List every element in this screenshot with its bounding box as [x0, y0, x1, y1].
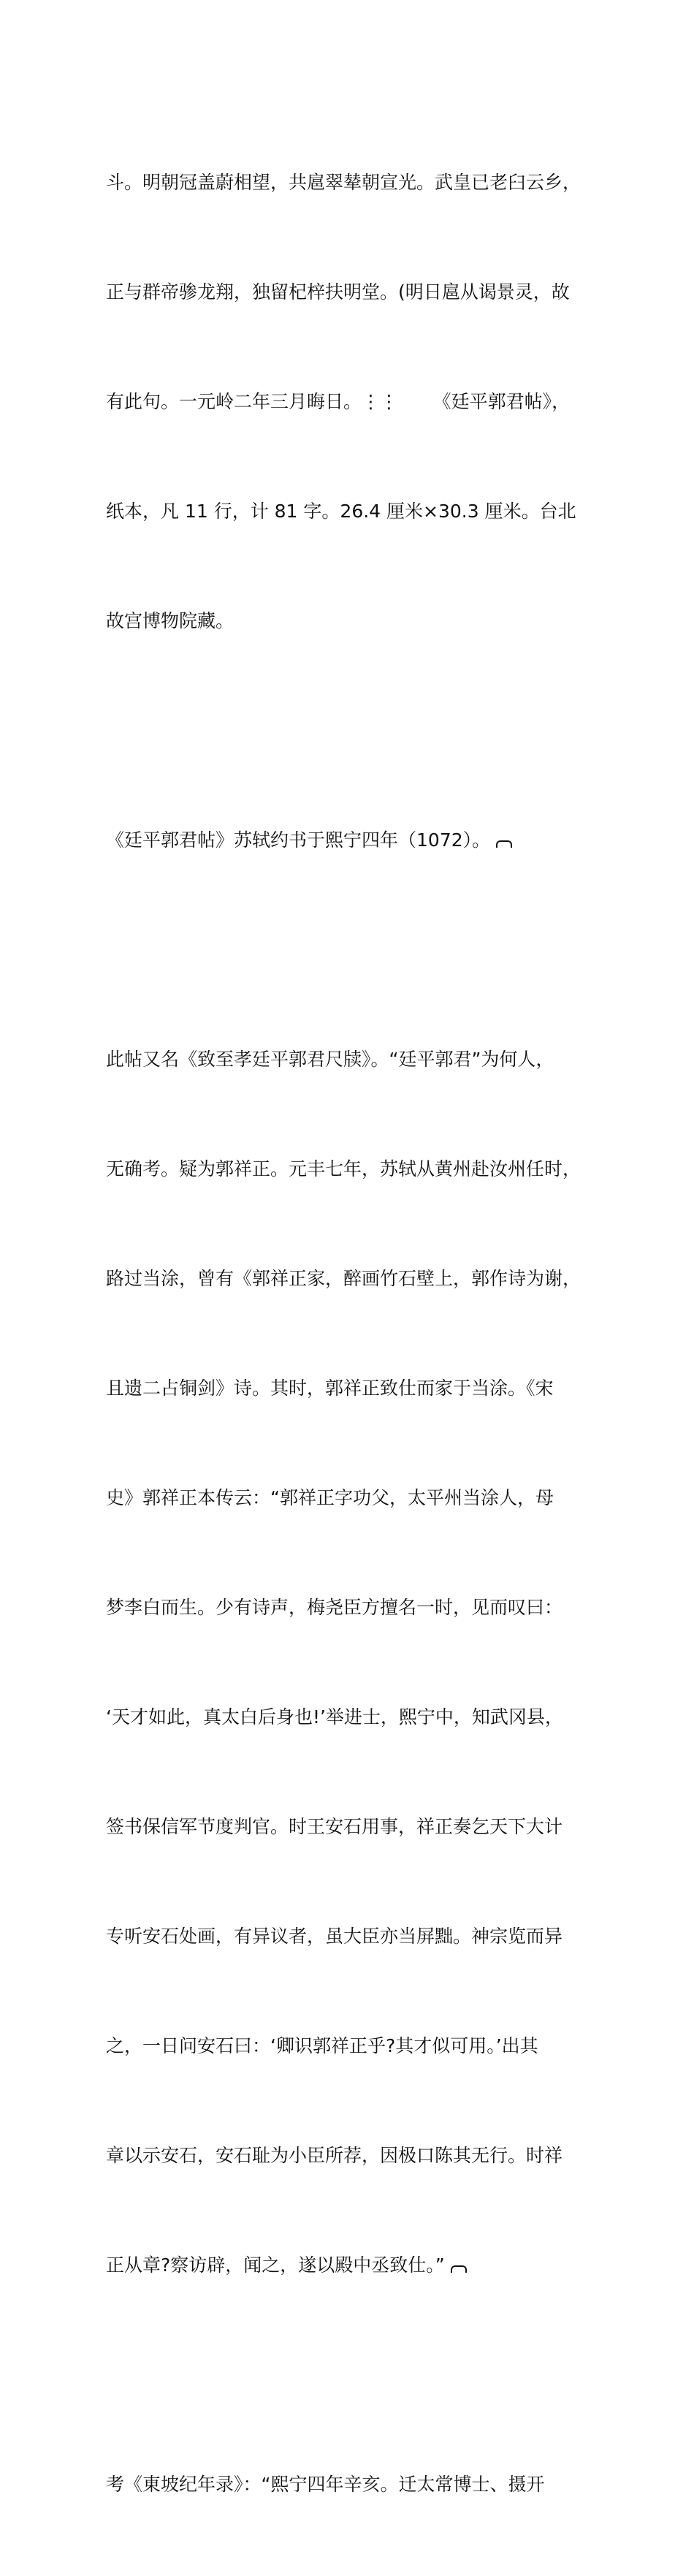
text-line-content: 《廷平郭君帖》苏轼约书于熙宁四年（1072）。 [106, 829, 491, 851]
text-line: ‘天才如此，真太白后身也!’举进士，熙宁中，知武冈县， [106, 1706, 563, 1728]
text-line: 故宫博物院藏。 [106, 610, 234, 631]
footnote-mark-icon [496, 840, 512, 848]
text-line: 考《東坡纪年录》：“熙宁四年辛亥。迁太常博士、摄开 [106, 2474, 545, 2495]
text-line [106, 2247, 592, 2284]
footnote-mark-icon [451, 2265, 467, 2273]
paragraph-chronicle [106, 2393, 592, 2576]
text-line: 有此句。一元岭二年三月晦日。⋮⋮ 《廷平郭君帖》， [106, 391, 571, 412]
text-line-content: 正从章?察访辟，闻之，遂以殿中丞致仕。” [106, 2254, 445, 2276]
paragraph-dating [106, 749, 592, 932]
text-line: 无确考。疑为郭祥正。元丰七年，苏轼从黄州赴汝州任时， [106, 1158, 581, 1179]
text-line: 此帖又名《致至孝廷平郭君尺牍》。“廷平郭君”为何人， [106, 1049, 554, 1070]
text-line: 且遗二占铜剑》诗。其时，郭祥正致仕而家于当涂。《宋 [106, 1378, 554, 1399]
text-line: 斗。明朝冠盖蔚相望，共扈翠辇朝宣光。武皇已老臼云乡， [106, 172, 581, 193]
text-line: 正与群帝骖龙翔，独留杞梓扶明堂。(明日扈从谒景灵，故 [106, 281, 570, 303]
text-line: 专听安石处画，有异议者，虽大臣亦当屏黜。神宗览而异 [106, 1926, 563, 1947]
paragraph-gap [106, 713, 592, 749]
text-line: 史》郭祥正本传云：“郭祥正字功父，太平州当涂人，母 [106, 1487, 554, 1508]
text-line: 章以示安石，安石耻为小臣所荐，因极口陈其无行。时祥 [106, 2145, 563, 2166]
paragraph-gap [106, 2357, 592, 2393]
text-line: 之，一日问安石曰：‘卿识郭祥正乎?其才似可用。’出其 [106, 2035, 538, 2056]
document-page [106, 91, 592, 2576]
paragraph-guo-xiangzheng [106, 968, 592, 2357]
text-line: 路过当涂，曾有《郭祥正家，醉画竹石壁上，郭作诗为谢， [106, 1268, 581, 1289]
text-line: 签书保信军节度判官。时王安石用事，祥正奏乞天下大计 [106, 1816, 563, 1837]
text-line: 梦李白而生。少有诗声，梅尧臣方擅名一时，见而叹曰： [106, 1597, 563, 1618]
paragraph-poem-and-colophon [106, 91, 592, 713]
text-line [106, 822, 592, 859]
text-line: 纸本，凡 11 行，计 81 字。26.4 厘米×30.3 厘米。台北 [106, 501, 576, 522]
paragraph-gap [106, 932, 592, 968]
